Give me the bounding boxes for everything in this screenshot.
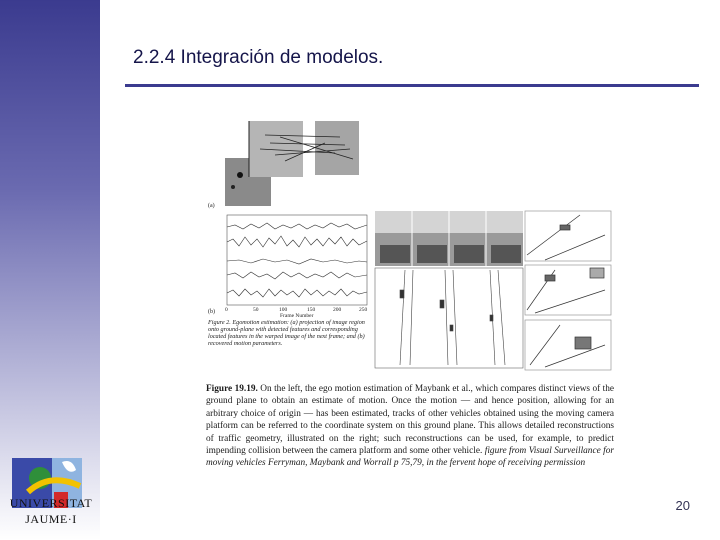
panel-b-plots [227,215,367,305]
title-underline [125,84,699,87]
tick-label: 0 [225,307,228,313]
x-axis-label: Frame Number [280,313,314,319]
tick-label: 200 [333,307,342,313]
tick-label: 150 [307,307,316,313]
video-frames [375,211,523,266]
reconstruction-sketches [525,211,611,370]
figure-small-caption: Figure 2. Egomotion estimation: (a) projection of image region onto ground-plane with detected features and corresponding located features in the warped image of the next frame; and (b) recovered motion parameters. [208,319,365,347]
figure-caption-body: On the left, the ego motion estimation of Maybank et al., which compares distinct views of the ground plane to obtain an estimate of motion. Once the motion — and hence position, allowing for an arbitrary choice of origin — has been estimated, tracks of other vehicles obtained using the moving camera platform can be referred to the coordinate system on this ground plane. This allows detailed reconstructions of traffic geometry, illustrated on the right; such reconstructions can be used, for example, to predict impending collision between the camera platform and some other vehicle. [206,384,615,457]
x-axis-ticks [225,307,368,319]
panel-a-images [225,121,359,206]
logo-text-universitat: UNIVERSITAT [9,496,93,510]
panel-a-label: (a) [208,203,215,209]
tick-label: 100 [279,307,288,313]
figure-caption-lead: Figure 19.19. [206,384,258,394]
figure-caption [206,383,614,470]
tick-label: 50 [253,307,259,313]
track-plots [375,268,523,368]
ground-image-center [249,121,303,177]
page-number: 20 [675,498,690,513]
panel-b-label: (b) [208,309,215,315]
ground-image-right [315,121,359,175]
figure-caption-source: figure from Visual Surveillance for moving vehicles Ferryman, Maybank and Worrall p 75,79, in the fervent hope of receiving permission [206,446,614,469]
slide-title: 2.2.4 Integración de modelos. [133,47,384,68]
logo-text-jaume: JAUME·I [25,512,77,526]
tick-label: 250 [359,307,368,313]
